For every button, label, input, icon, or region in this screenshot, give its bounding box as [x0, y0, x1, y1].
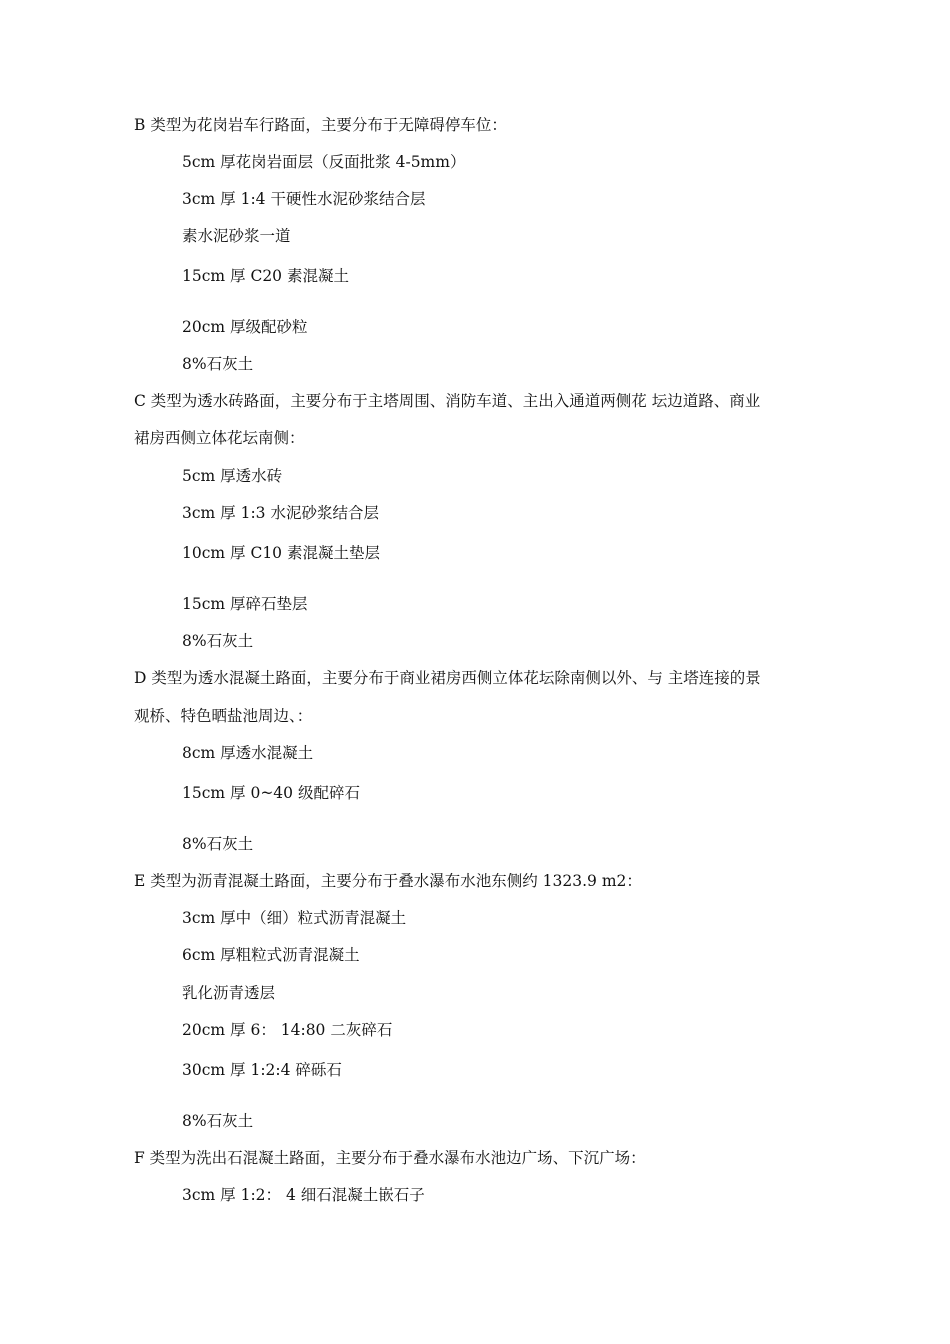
section-e-layer: 20cm 厚 6： 14:80 二灰碎石 — [182, 1021, 393, 1039]
section-c-layer: 15cm 厚碎石垫层 — [182, 595, 308, 613]
section-c-layer: 8%石灰土 — [182, 632, 254, 650]
section-d-layer: 15cm 厚 0~40 级配碎石 — [182, 784, 360, 802]
section-c-heading: C 类型为透水砖路面，主要分布于主塔周围、消防车道、主出入通道两侧花 坛边道路、商业 — [134, 392, 761, 410]
section-c-heading-cont: 裙房西侧立体花坛南侧： — [134, 429, 305, 447]
section-f-layer: 3cm 厚 1:2： 4 细石混凝土嵌石子 — [182, 1186, 425, 1204]
section-f-heading: F 类型为洗出石混凝土路面，主要分布于叠水瀑布水池边广场、下沉广场： — [134, 1149, 646, 1167]
section-b-layer: 20cm 厚级配砂粒 — [182, 318, 308, 336]
section-c-layer: 5cm 厚透水砖 — [182, 467, 283, 485]
section-e-layer: 3cm 厚中（细）粒式沥青混凝土 — [182, 909, 407, 927]
section-c-layer: 10cm 厚 C10 素混凝土垫层 — [182, 544, 380, 562]
section-e-layer: 30cm 厚 1:2:4 碎砾石 — [182, 1061, 342, 1079]
section-e-layer: 6cm 厚粗粒式沥青混凝土 — [182, 946, 360, 964]
section-b-heading: B 类型为花岗岩车行路面，主要分布于无障碍停车位： — [134, 116, 507, 134]
section-b-layer: 8%石灰土 — [182, 355, 254, 373]
section-b-layer: 素水泥砂浆一道 — [182, 227, 291, 245]
section-d-layer: 8%石灰土 — [182, 835, 254, 853]
section-b-layer: 15cm 厚 C20 素混凝土 — [182, 267, 349, 285]
section-e-layer: 乳化沥青透层 — [182, 984, 276, 1002]
section-d-heading: D 类型为透水混凝土路面，主要分布于商业裙房西侧立体花坛除南侧以外、与 主塔连接的景 — [134, 669, 761, 687]
section-d-layer: 8cm 厚透水混凝土 — [182, 744, 314, 762]
section-b-layer: 3cm 厚 1:4 干硬性水泥砂浆结合层 — [182, 190, 426, 208]
section-c-layer: 3cm 厚 1:3 水泥砂浆结合层 — [182, 504, 379, 522]
section-d-heading-cont: 观桥、特色晒盐池周边、： — [134, 707, 313, 725]
section-b-layer: 5cm 厚花岗岩面层（反面批浆 4-5mm） — [182, 153, 466, 171]
section-e-heading: E 类型为沥青混凝土路面，主要分布于叠水瀑布水池东侧约 1323.9 m2： — [134, 872, 642, 890]
section-e-layer: 8%石灰土 — [182, 1112, 254, 1130]
